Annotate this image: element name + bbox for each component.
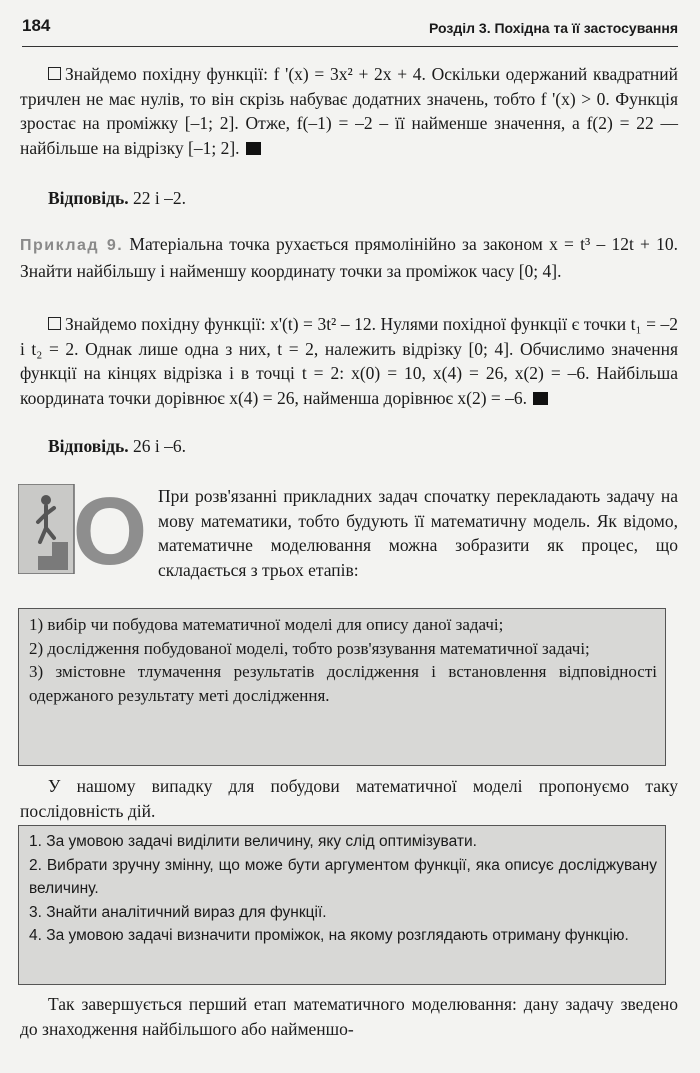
stage-item: 3) змістовне тлумачення результатів дослідження і встановлення відповідності одержаного результату меті дослідження. [29,662,657,705]
sequence-intro-text: У нашому випадку для побудови математичної моделі пропонуємо таку послідовність дій. [20,776,678,821]
modeling-intro-text: При розв'язанні прикладних задач спочатку перекладають задачу на мову математики, тобто будують її математичну модель. Як відомо, математичне моделювання можна зобразити як процес, що складається з трьох етапів: [158,486,678,580]
solution-end-block-icon [533,392,548,405]
page-number: 184 [22,16,51,35]
answer-1 [20,186,678,211]
answer-value: 26 і –6. [132,436,186,456]
solution-paragraph-2 [20,312,678,410]
stage-item: 2) дослідження побудованої моделі, тобто розв'язування математичної задачі; [29,638,590,658]
solution-start-square-icon [48,67,61,80]
example-9 [20,232,678,283]
answer-value: 22 і –2. [132,188,186,208]
running-title: Розділ 3. Похідна та її застосування [429,20,678,36]
answer-2 [20,434,678,459]
page-header [22,14,678,47]
solution-text-1: Знайдемо похідну функції: f '(x) = 3x² + 2x + 4. Оскільки одержаний квадратний тричлен не має нулів, то він скрізь набуває додатних значень, тобто f '(x) > 0. Функція зростає на проміжку [–1; 2]. Отже, f(–1) = –2 – її найменше значення, а f(2) = 22 — найбільше на відрізку [–1; 2]. [20,64,678,158]
stage-item: 1) вибір чи побудова математичної моделі для опису даної задачі; [29,615,504,634]
answer-label: Відповідь. [48,436,129,456]
icon-letter: О [72,484,144,574]
example-text: Матеріальна точка рухається прямолінійно за законом x = t³ – 12t + 10. Знайти найбільшу і найменшу координату точки за проміжок часу [0; 4]. [20,234,678,281]
example-label: Приклад 9. [20,237,124,254]
steps-box [18,825,666,985]
sequence-intro [20,774,678,823]
solution-end-block-icon [246,142,261,155]
closing-paragraph [20,992,678,1041]
step-item: 4. За умовою задачі визначити проміжок, на якому розглядають отриману функцію. [29,927,629,944]
modeling-intro [158,484,678,582]
solution-paragraph-1 [20,62,678,160]
step-item: 1. За умовою задачі виділити величину, яку слід оптимізувати. [29,833,477,850]
stages-box [18,608,666,766]
solution-text-2: Знайдемо похідну функції: x'(t) = 3t² – 12. Нулями похідної функції є точки t₁ = –2 і t₂ = 2. Однак лише одна з них, t = 2, належить відрізку [0; 4]. Обчислимо значення функції на кінцях відрізка і в точці t = 2: x(0) = 10, x(4) = 26, x(2) = –6. Найбільша координата точки дорівнює x(4) = 26, найменша дорівнює x(2) = –6. [20,314,678,408]
answer-label: Відповідь. [48,188,129,208]
step-item: 2. Вибрати зручну змінну, що може бути аргументом функції, яка описує досліджувану величину. [29,856,657,897]
person-climbing-stairs-icon [18,484,144,574]
step-item: 3. Знайти аналітичний вираз для функції. [29,903,327,921]
closing-text: Так завершується перший етап математичного моделювання: дану задачу зведено до знаходження найбільшого або найменшо- [20,994,678,1039]
solution-start-square-icon [48,317,61,330]
